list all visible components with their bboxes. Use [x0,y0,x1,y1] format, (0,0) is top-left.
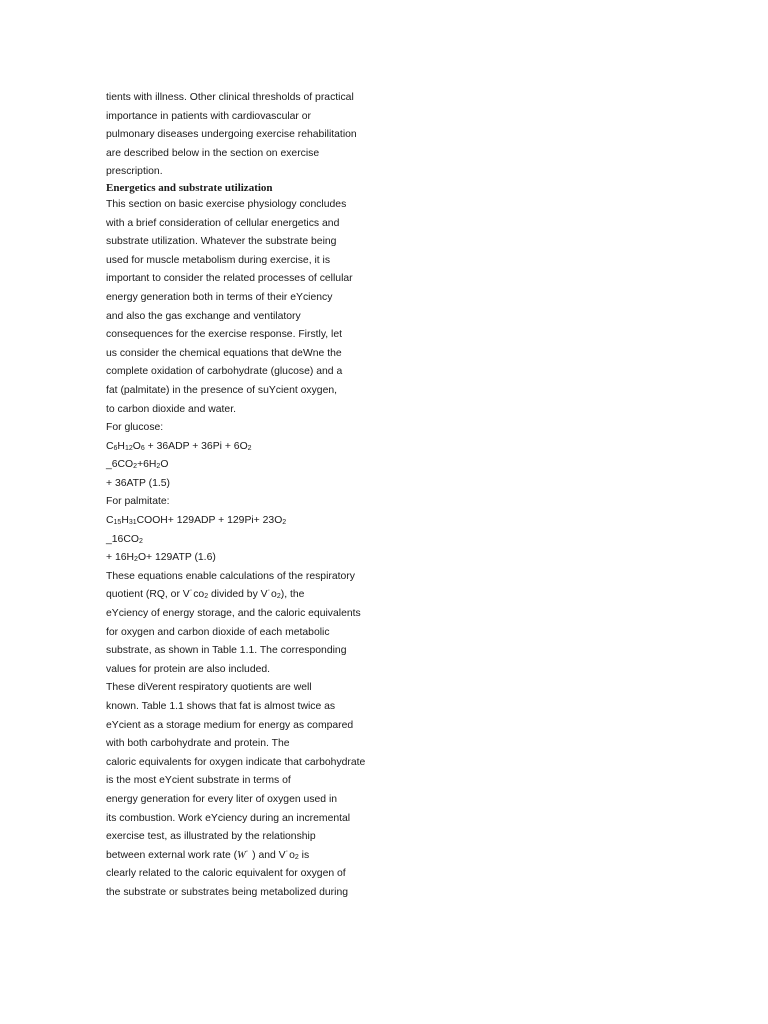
glucose-equation-products: $\_6CO_2+6H_2O$ [106,459,169,471]
text-line: to carbon dioxide and water. [106,403,236,415]
text-line: values for protein are also included. [106,663,271,675]
text-line: fat (palmitate) in the presence of suYcient oxygen, [106,384,338,396]
text-line: and also the gas exchange and ventilatory [106,310,301,322]
text-line: used for muscle metabolism during exercise, it is [106,254,331,266]
palmitate-equation-water-atp: + $16H_2O+ 129ATP$ (1.6) [106,552,216,564]
glucose-label: For glucose: [106,422,164,434]
text-line: with both carbohydrate and protein. The [106,738,290,750]
document-page [106,89,406,903]
text-line: importance in patients with cardiovascular or [106,110,312,122]
palmitate-label: For palmitate: [106,496,170,508]
text-line: exercise test, as illustrated by the relationship [106,831,316,843]
section-heading: Energetics and substrate utilization [106,181,273,194]
text-line: eYciency of energy storage, and the caloric equivalents [106,608,361,620]
text-line: with a brief consideration of cellular energetics and [106,217,340,229]
text-line: the substrate or substrates being metabolized during [106,886,349,898]
text-line: prescription. [106,166,163,178]
text-line: eYcient as a storage medium for energy as compared [106,719,354,731]
glucose-equation-reactants: $C_6H_{12}O_6 + 36ADP + 36Pi + 6O_2$ [106,440,252,452]
text-line: energy generation both in terms of their eYciency [106,291,333,303]
glucose-equation-atp: + 36ATP (1.5) [106,477,171,489]
text-line: tients with illness. Other clinical thresholds of practical [106,92,354,103]
text-line: clearly related to the caloric equivalent for oxygen of [106,868,346,880]
text-line: caloric equivalents for oxygen indicate that carbohydrate [106,756,366,768]
text-line: important to consider the related processes of cellular [106,273,353,285]
text-line: known. Table 1.1 shows that fat is almost twice as [106,701,336,712]
text-line: This section on basic exercise physiology concludes [106,198,347,210]
text-line: quotient (RQ, or $V˙co_2$ divided by $V˙o_2$), the [106,589,305,601]
text-line: pulmonary diseases undergoing exercise rehabilitation [106,129,357,141]
text-line: energy generation for every liter of oxygen used in [106,793,338,805]
text-line: These diVerent respiratory quotients are well [106,682,312,694]
text-line: between external work rate (W˙ ) and $V˙o_2$ is [106,849,310,861]
palmitate-equation-reactants: $C_{15}H_{31}COOH+ 129ADP + 129Pi+ 23O_2$ [106,515,287,527]
text-line: complete oxidation of carbohydrate (glucose) and a [106,366,343,378]
text-line: substrate, as shown in Table 1.1. The corresponding [106,645,347,657]
text-line: is the most eYcient substrate in terms of [106,775,291,787]
text-line: substrate utilization. Whatever the substrate being [106,236,337,248]
text-line: its combustion. Work eYciency during an incremental [106,812,351,824]
text-line: for oxygen and carbon dioxide of each metabolic [106,626,330,638]
text-line: consequences for the exercise response. Firstly, let [106,329,343,341]
text-line: These equations enable calculations of the respiratory [106,570,355,582]
text-line: are described below in the section on exercise [106,147,320,159]
palmitate-equation-products: $\_16CO_2$ [106,533,143,545]
text-line: us consider the chemical equations that deWne the [106,347,342,359]
